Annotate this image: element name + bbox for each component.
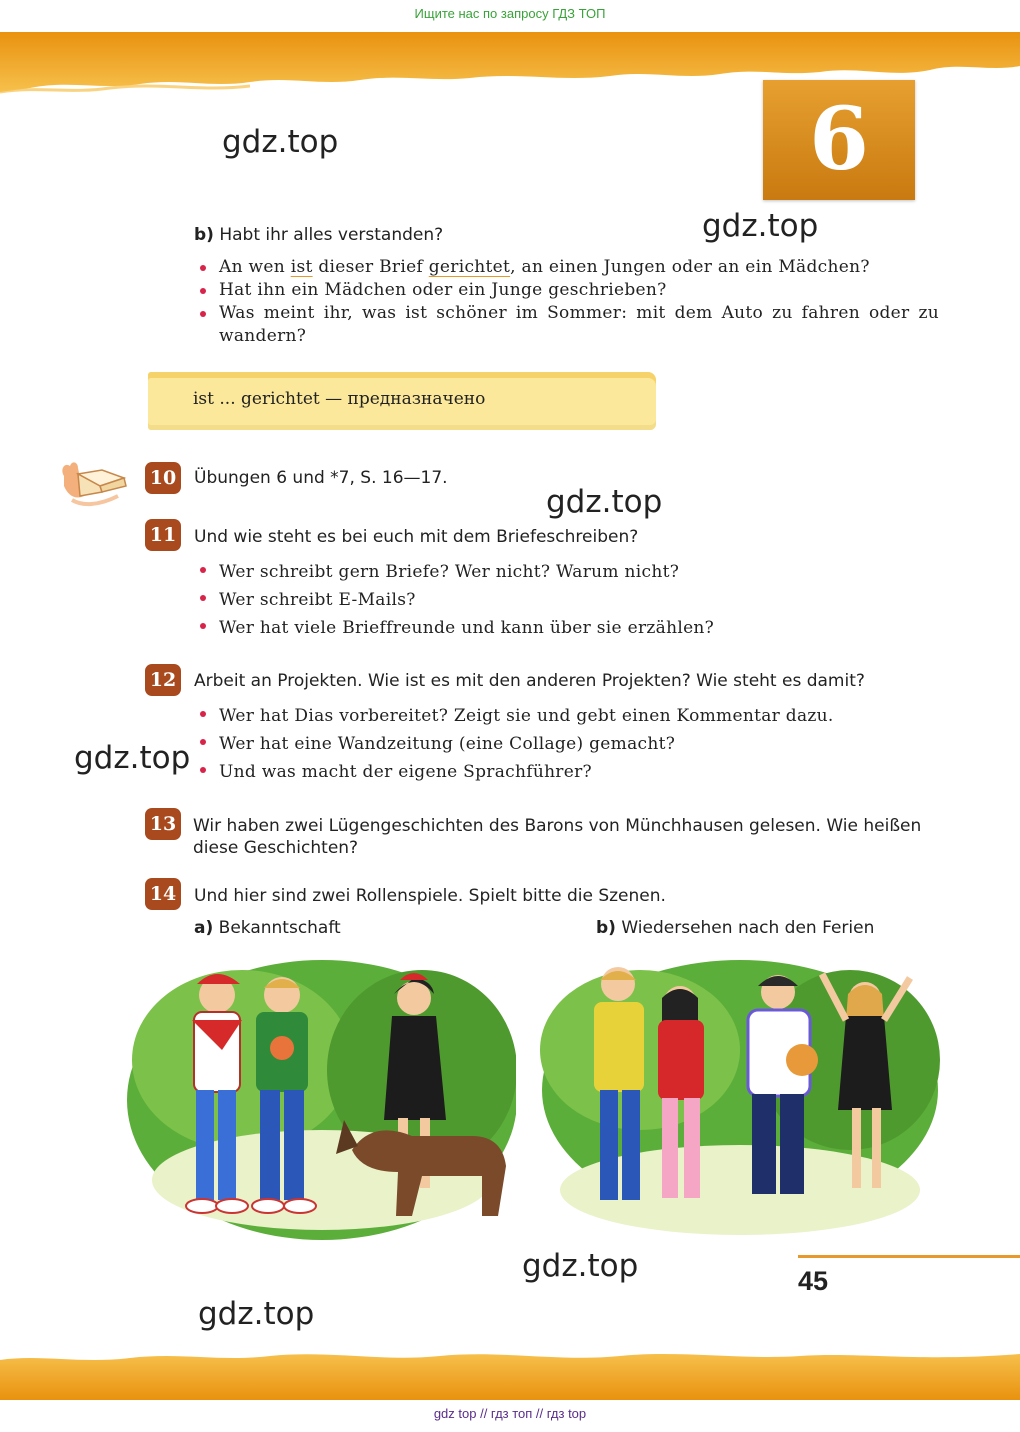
exercise-11-text: Und wie steht es bei euch mit dem Briefeschreiben?	[194, 527, 639, 547]
vocabulary-note: ist ... gerichtet — предназначено	[193, 389, 486, 409]
list-item: Wer schreibt gern Briefe? Wer nicht? Warum nicht?	[194, 558, 939, 586]
list-item: Wer hat Dias vorbereitet? Zeigt sie und gebt einen Kommentar dazu.	[194, 702, 939, 730]
page-number-rule	[798, 1255, 1020, 1258]
page-number: 45	[798, 1266, 829, 1296]
roleplay-b-caption: b) Wiedersehen nach den Ferien	[596, 918, 875, 938]
watermark: gdz.top	[522, 1248, 639, 1284]
open-book-hand-icon	[58, 456, 132, 510]
exercise-number: 10	[145, 462, 181, 494]
list-item: Wer hat viele Brieffreunde und kann über sie erzählen?	[194, 614, 939, 642]
exercise-14-text: Und hier sind zwei Rollenspiele. Spielt bitte die Szenen.	[194, 886, 666, 906]
exercise-12-questions	[194, 702, 939, 786]
section-b-questions	[194, 256, 939, 348]
list-item: An wen ist dieser Brief gerichtet, an einen Jungen oder an ein Mädchen?	[194, 256, 939, 279]
list-item: Was meint ihr, was ist schöner im Sommer: mit dem Auto zu fahren oder zu wandern?	[194, 302, 939, 348]
list-item: Wer hat eine Wandzeitung (eine Collage) gemacht?	[194, 730, 939, 758]
exercise-10-text: Übungen 6 und *7, S. 16—17.	[194, 468, 448, 488]
exercise-13-text: Wir haben zwei Lügengeschichten des Barons von Münchhausen gelesen. Wie heißen diese Geschichten?	[193, 816, 922, 858]
illustration-bekanntschaft	[122, 950, 516, 1246]
watermark: gdz.top	[702, 208, 819, 244]
exercise-12-text: Arbeit an Projekten. Wie ist es mit den anderen Projekten? Wie steht es damit?	[194, 671, 865, 691]
roleplay-a-caption: a) Bekanntschaft	[194, 918, 341, 938]
top-search-note: Ищите нас по запросу ГДЗ ТОП	[414, 6, 606, 21]
section-b-heading	[194, 225, 443, 245]
bottom-note: gdz top // гдз топ // гдз top	[433, 1406, 587, 1421]
section-b-label: b)	[194, 225, 214, 245]
exercise-number: 12	[145, 664, 181, 696]
exercise-number: 13	[145, 808, 181, 840]
watermark: gdz.top	[198, 1296, 315, 1332]
illustration-wiedersehen	[540, 950, 940, 1246]
exercise-number: 14	[145, 878, 181, 910]
watermark: gdz.top	[546, 484, 663, 520]
watermark: gdz.top	[74, 740, 191, 776]
list-item: Wer schreibt E-Mails?	[194, 586, 939, 614]
exercise-number: 11	[145, 519, 181, 551]
keyword-ist: ist	[290, 257, 313, 277]
exercise-11-questions	[194, 558, 939, 642]
watermark: gdz.top	[222, 124, 339, 160]
section-b-title: Habt ihr alles verstanden?	[219, 225, 444, 245]
list-item: Hat ihn ein Mädchen oder ein Junge geschrieben?	[194, 279, 939, 302]
bottom-decorative-band	[0, 1350, 1020, 1400]
chapter-number-box: 6	[763, 80, 915, 200]
keyword-gerichtet: gerichtet	[428, 257, 511, 277]
list-item: Und was macht der eigene Sprachführer?	[194, 758, 939, 786]
